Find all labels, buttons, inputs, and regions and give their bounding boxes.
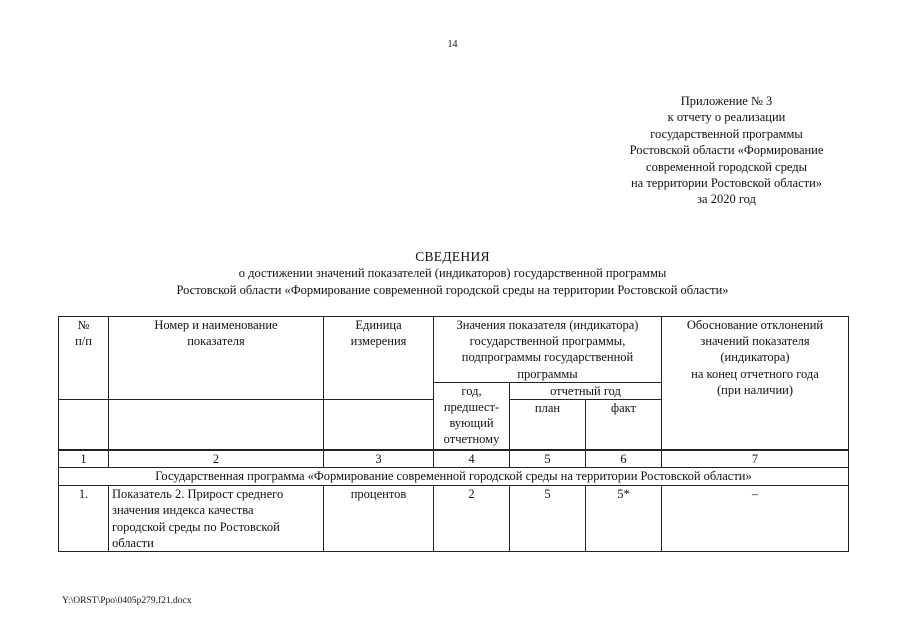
header-spacer [59, 400, 109, 451]
column-number: 3 [324, 450, 434, 468]
header-plan: план [510, 400, 586, 451]
section-row [59, 468, 849, 486]
row-unit: процентов [324, 486, 434, 552]
appendix-line: современной городской среды [646, 159, 807, 174]
header-report-year: отчетный год [510, 382, 662, 399]
appendix-note [560, 93, 893, 208]
document-subtitle-line: Ростовской области «Формирование современной городской среды на территории Ростовской области» [176, 283, 729, 297]
appendix-line: Приложение № 3 [680, 94, 773, 108]
appendix-line: Ростовской области «Формирование [629, 143, 824, 158]
row-prev-year: 2 [434, 486, 510, 552]
header-fact: факт [586, 400, 662, 451]
indicators-table [58, 316, 849, 552]
page-number: 14 [447, 39, 458, 50]
row-fact: 5* [586, 486, 662, 552]
column-number-row [59, 450, 849, 468]
appendix-line: на территории Ростовской области» [630, 176, 823, 191]
row-num: 1. [59, 486, 109, 552]
header-justification: Обоснование отклонений значений показателя (индикатора) на конец отчетного года (при наличии) [662, 317, 849, 451]
column-number: 7 [662, 450, 849, 468]
header-name: Номер и наименование показателя [109, 317, 324, 400]
document-heading [0, 248, 905, 299]
document-subtitle-line: о достижении значений показателей (индикаторов) государственной программы [238, 266, 667, 280]
header-unit: Единица измерения [324, 317, 434, 400]
header-values: Значения показателя (индикатора) государственной программы, подпрограммы государственной программы [434, 317, 662, 383]
column-number: 1 [59, 450, 109, 468]
column-number: 6 [586, 450, 662, 468]
row-plan: 5 [510, 486, 586, 552]
file-path-footer: Y:\ORST\Ppo\0405p279.f21.docx [62, 596, 192, 606]
appendix-line: к отчету о реализации [667, 110, 786, 125]
column-number: 4 [434, 450, 510, 468]
table-header-row [59, 317, 849, 383]
table-row [59, 486, 849, 552]
row-indicator-name: Показатель 2. Прирост среднего значения индекса качества городской среды по Ростовской области [109, 486, 324, 552]
header-spacer [324, 400, 434, 451]
header-spacer [109, 400, 324, 451]
header-num: № п/п [59, 317, 109, 400]
row-justification: – [662, 486, 849, 552]
appendix-line: государственной программы [650, 126, 803, 141]
column-number: 2 [109, 450, 324, 468]
column-number: 5 [510, 450, 586, 468]
header-prev-year: год, предшест- вующий отчетному [434, 382, 510, 450]
section-title: Государственная программа «Формирование современной городской среды на территории Ростовской области» [59, 468, 849, 486]
appendix-line: за 2020 год [697, 192, 756, 207]
document-title: СВЕДЕНИЯ [415, 249, 490, 264]
